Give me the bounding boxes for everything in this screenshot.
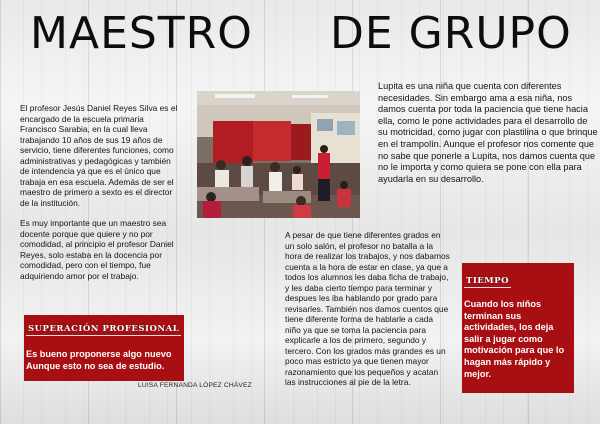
page-title-right: DE GRUPO [330, 8, 572, 59]
tiempo-box-body: Cuando los niños terminan sus actividades, los deja salir a jugar como motivación para que lo hagan más rápido y mejor. [464, 299, 565, 379]
right-paragraph: Lupita es una niña que cuenta con diferentes necesidades. Sin embargo ama a esa niña, nos damos cuenta por toda la paciencia que tiene hacia ella, como le pone actividades para el desarrollo de su motricidad, como jugar con plastilina o que brinque en el trampolín. Aunque el profesor nos comente que no sabe que ponerle a Lupita, nos damos cuenta que no le importa y como quiera se pone con ella para ayudarla en su desarrollo. [378, 81, 598, 184]
middle-paragraph: A pesar de que tiene diferentes grados en un solo salón, el profesor no batalla a la hora de realizar los trabajos, y nos dabamos cuenta a la hora de estar en clase, ya que a todos los alumnos les daba ficha de trabajo, y les daba cierto tiempo para terminar y despues les iba hablando por grado para revisarles. También nos damos cuentos que tiene diferente forma de hablarle a cada niño ya que se toma la paciencia para explicarle a los de primero, segundo y tercero. Con los grados más grandes es un poco mas estricto ya que tienen mayor razonamiento que los pequeños y acatan las instrucciones al pie de la letra. [285, 230, 450, 387]
left-paragraph-1: El profesor Jesús Daniel Reyes Silva es el encargado de la escuela primaria Francisco Sarabia, en la cual lleva trabajando 10 años de sus 19 años de servicio, tiene diferentes funciones, como administrativas y pedagógicas y también de intendencia ya que es el único que trabaja en esa escuela. Además de ser el maestro de primero a sexto es el director de la institución. [20, 103, 178, 208]
tiempo-box [462, 263, 574, 393]
superacion-box-title: SUPERACIÓN PROFESIONAL [28, 324, 180, 334]
page-title-left: MAESTRO [30, 8, 253, 59]
superacion-box-body: Es bueno proponerse algo nuevo Aunque esto no sea de estudio. [26, 349, 172, 371]
left-paragraph-2: Es muy importante que un maestro sea docente porque que quiere y no por comodidad, al principio el profesor Daniel Reyes, solo estaba en la docencia por comodidad, pero con el tiempo, fue adquiriendo amor por el trabajo. [20, 218, 174, 281]
superacion-box [24, 315, 184, 381]
author-name: LUISA FERNANDA LÓPEZ CHÁVEZ [138, 382, 252, 389]
tiempo-box-title: TIEMPO [466, 276, 509, 286]
right-column [378, 81, 598, 185]
left-column [20, 103, 180, 281]
classroom-photo [197, 91, 360, 218]
middle-column [285, 230, 450, 388]
